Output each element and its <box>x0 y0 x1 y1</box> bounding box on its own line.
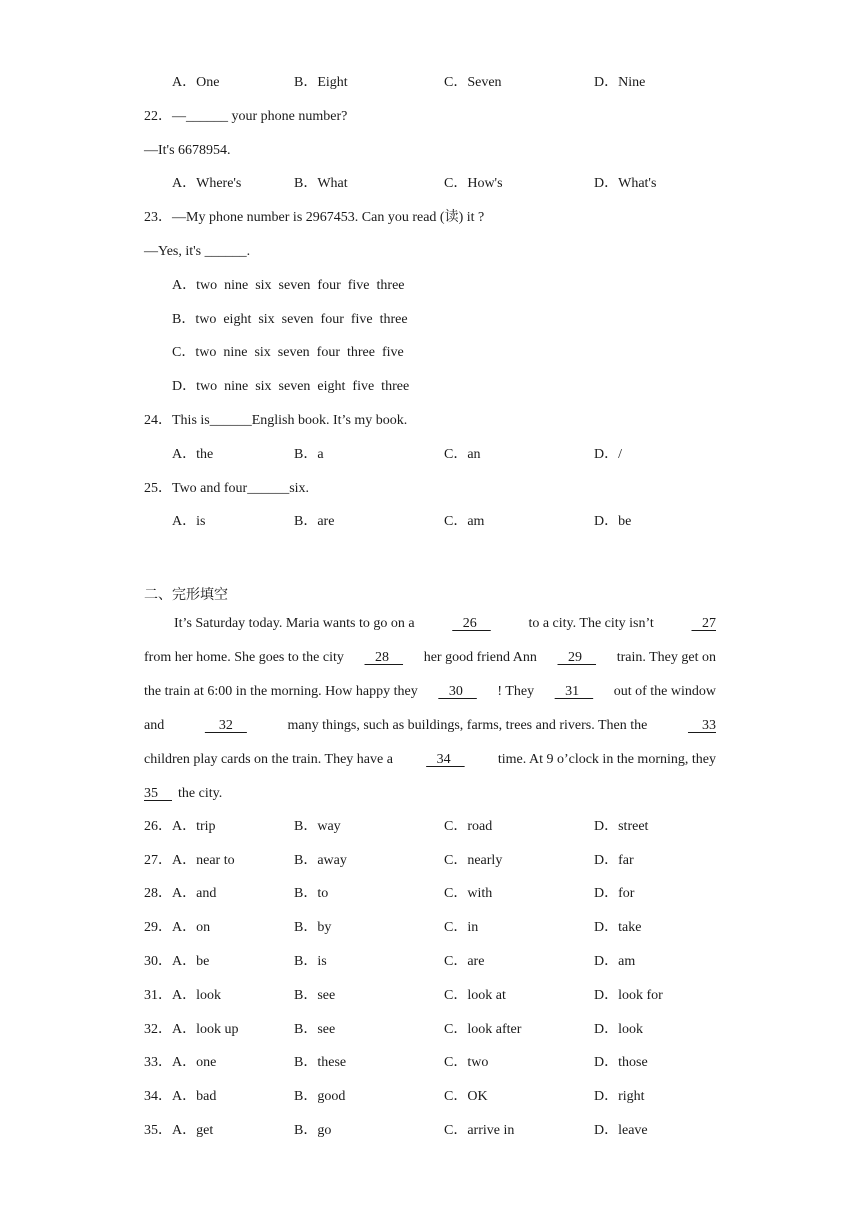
cloze-passage <box>144 607 716 811</box>
q30-option-b: B．is <box>294 954 327 969</box>
blank-29: 29 <box>557 650 597 665</box>
q22-option-a: A．Where's <box>172 176 242 191</box>
passage-line <box>144 641 716 675</box>
q28-option-a: 28．A．and <box>144 886 217 901</box>
blank-27: 27 <box>691 616 716 631</box>
q25-option-c: C．am <box>444 514 485 529</box>
q21-option-d: D．Nine <box>594 75 646 90</box>
passage-line <box>144 743 716 777</box>
q30-option-d: D．am <box>594 954 636 969</box>
q25-prompt: 25．Two and four______six. <box>144 481 310 496</box>
q31-option-a: 31．A．look <box>144 988 221 1003</box>
q22-answer-line: —It's 6678954. <box>144 143 231 158</box>
q33-option-a: 33．A．one <box>144 1055 217 1070</box>
q27-option-b: B．away <box>294 853 347 868</box>
q29-option-a: 29．A．on <box>144 920 211 935</box>
q32-option-d: D．look <box>594 1022 643 1037</box>
q26-option-d: D．street <box>594 819 649 834</box>
q23-prompt: 23．—My phone number is 2967453. Can you read (读) it ? <box>144 210 485 225</box>
q29-option-c: C．in <box>444 920 479 935</box>
passage-text: time. At 9 o’clock in the morning, they <box>497 752 716 767</box>
q34-option-d: D．right <box>594 1089 645 1104</box>
q30-option-c: C．are <box>444 954 485 969</box>
passage-line <box>144 777 716 811</box>
q26-option-c: C．road <box>444 819 493 834</box>
q28-option-c: C．with <box>444 886 493 901</box>
q31-option-d: D．look for <box>594 988 663 1003</box>
q35-option-a: 35．A．get <box>144 1123 214 1138</box>
blank-31: 31 <box>554 684 594 699</box>
q29-option-b: B．by <box>294 920 332 935</box>
q21-option-a: A．One <box>172 75 220 90</box>
q27-option-d: D．far <box>594 853 634 868</box>
q33-option-c: C．two <box>444 1055 489 1070</box>
passage-text: and <box>144 718 165 733</box>
q33-option-b: B．these <box>294 1055 347 1070</box>
blank-26: 26 <box>452 616 491 631</box>
q22-option-b: B．What <box>294 176 348 191</box>
blank-34: 34 <box>426 752 465 767</box>
q26-option-a: 26．A．trip <box>144 819 216 834</box>
q28-option-d: D．for <box>594 886 635 901</box>
q23-option-a: A．two nine six seven four five three <box>172 278 405 293</box>
passage-text: train. They get on <box>616 650 716 665</box>
passage-text: It’s Saturday today. Maria wants to go on a <box>174 616 415 631</box>
blank-32: 32 <box>204 718 247 733</box>
passage-text: her good friend Ann <box>423 650 537 665</box>
passage-text: out of the window <box>613 684 716 699</box>
q24-option-d: D．/ <box>594 447 622 462</box>
q22-option-d: D．What's <box>594 176 657 191</box>
q27-option-c: C．nearly <box>444 853 503 868</box>
q24-prompt: 24．This is______English book. It’s my book. <box>144 413 408 428</box>
passage-line <box>144 607 716 641</box>
passage-text: children play cards on the train. They have a <box>144 752 393 767</box>
q26-option-b: B．way <box>294 819 341 834</box>
q35-option-c: C．arrive in <box>444 1123 515 1138</box>
section-heading-cloze: 二、完形填空 <box>144 587 228 603</box>
q35-option-b: B．go <box>294 1123 332 1138</box>
passage-line <box>144 675 716 709</box>
q34-option-c: C．OK <box>444 1089 488 1104</box>
passage-line <box>144 709 716 743</box>
q31-option-b: B．see <box>294 988 336 1003</box>
passage-text: the train at 6:00 in the morning. How happy they <box>144 684 418 699</box>
q23-option-d: D．two nine six seven eight five three <box>172 379 410 394</box>
q25-option-b: B．are <box>294 514 335 529</box>
q22-prompt: 22．—______ your phone number? <box>144 109 348 124</box>
q25-option-a: A．is <box>172 514 206 529</box>
q23-answer-line: —Yes, it's ______. <box>144 244 251 259</box>
q33-option-d: D．those <box>594 1055 648 1070</box>
q29-option-d: D．take <box>594 920 642 935</box>
q34-option-b: B．good <box>294 1089 346 1104</box>
q23-option-c: C．two nine six seven four three five <box>172 345 404 360</box>
blank-30: 30 <box>438 684 477 699</box>
q34-option-a: 34．A．bad <box>144 1089 217 1104</box>
q24-option-c: C．an <box>444 447 481 462</box>
q28-option-b: B．to <box>294 886 329 901</box>
blank-28: 28 <box>364 650 404 665</box>
blank-35: 35 <box>144 786 172 801</box>
q27-option-a: 27．A．near to <box>144 853 235 868</box>
q35-option-d: D．leave <box>594 1123 648 1138</box>
passage-text: ! They <box>497 684 535 699</box>
q21-option-c: C．Seven <box>444 75 502 90</box>
blank-33: 33 <box>687 718 716 733</box>
q31-option-c: C．look at <box>444 988 506 1003</box>
q24-option-a: A．the <box>172 447 214 462</box>
q32-option-a: 32．A．look up <box>144 1022 239 1037</box>
passage-text: to a city. The city isn’t <box>528 616 654 631</box>
q30-option-a: 30．A．be <box>144 954 210 969</box>
q21-option-b: B．Eight <box>294 75 348 90</box>
passage-text: the city. <box>178 786 223 801</box>
q25-option-d: D．be <box>594 514 632 529</box>
q24-option-b: B．a <box>294 447 324 462</box>
passage-text: many things, such as buildings, farms, trees and rivers. Then the <box>287 718 648 733</box>
q22-option-c: C．How's <box>444 176 503 191</box>
q32-option-b: B．see <box>294 1022 336 1037</box>
q23-option-b: B．two eight six seven four five three <box>172 312 408 327</box>
q32-option-c: C．look after <box>444 1022 522 1037</box>
passage-text: from her home. She goes to the city <box>144 650 344 665</box>
